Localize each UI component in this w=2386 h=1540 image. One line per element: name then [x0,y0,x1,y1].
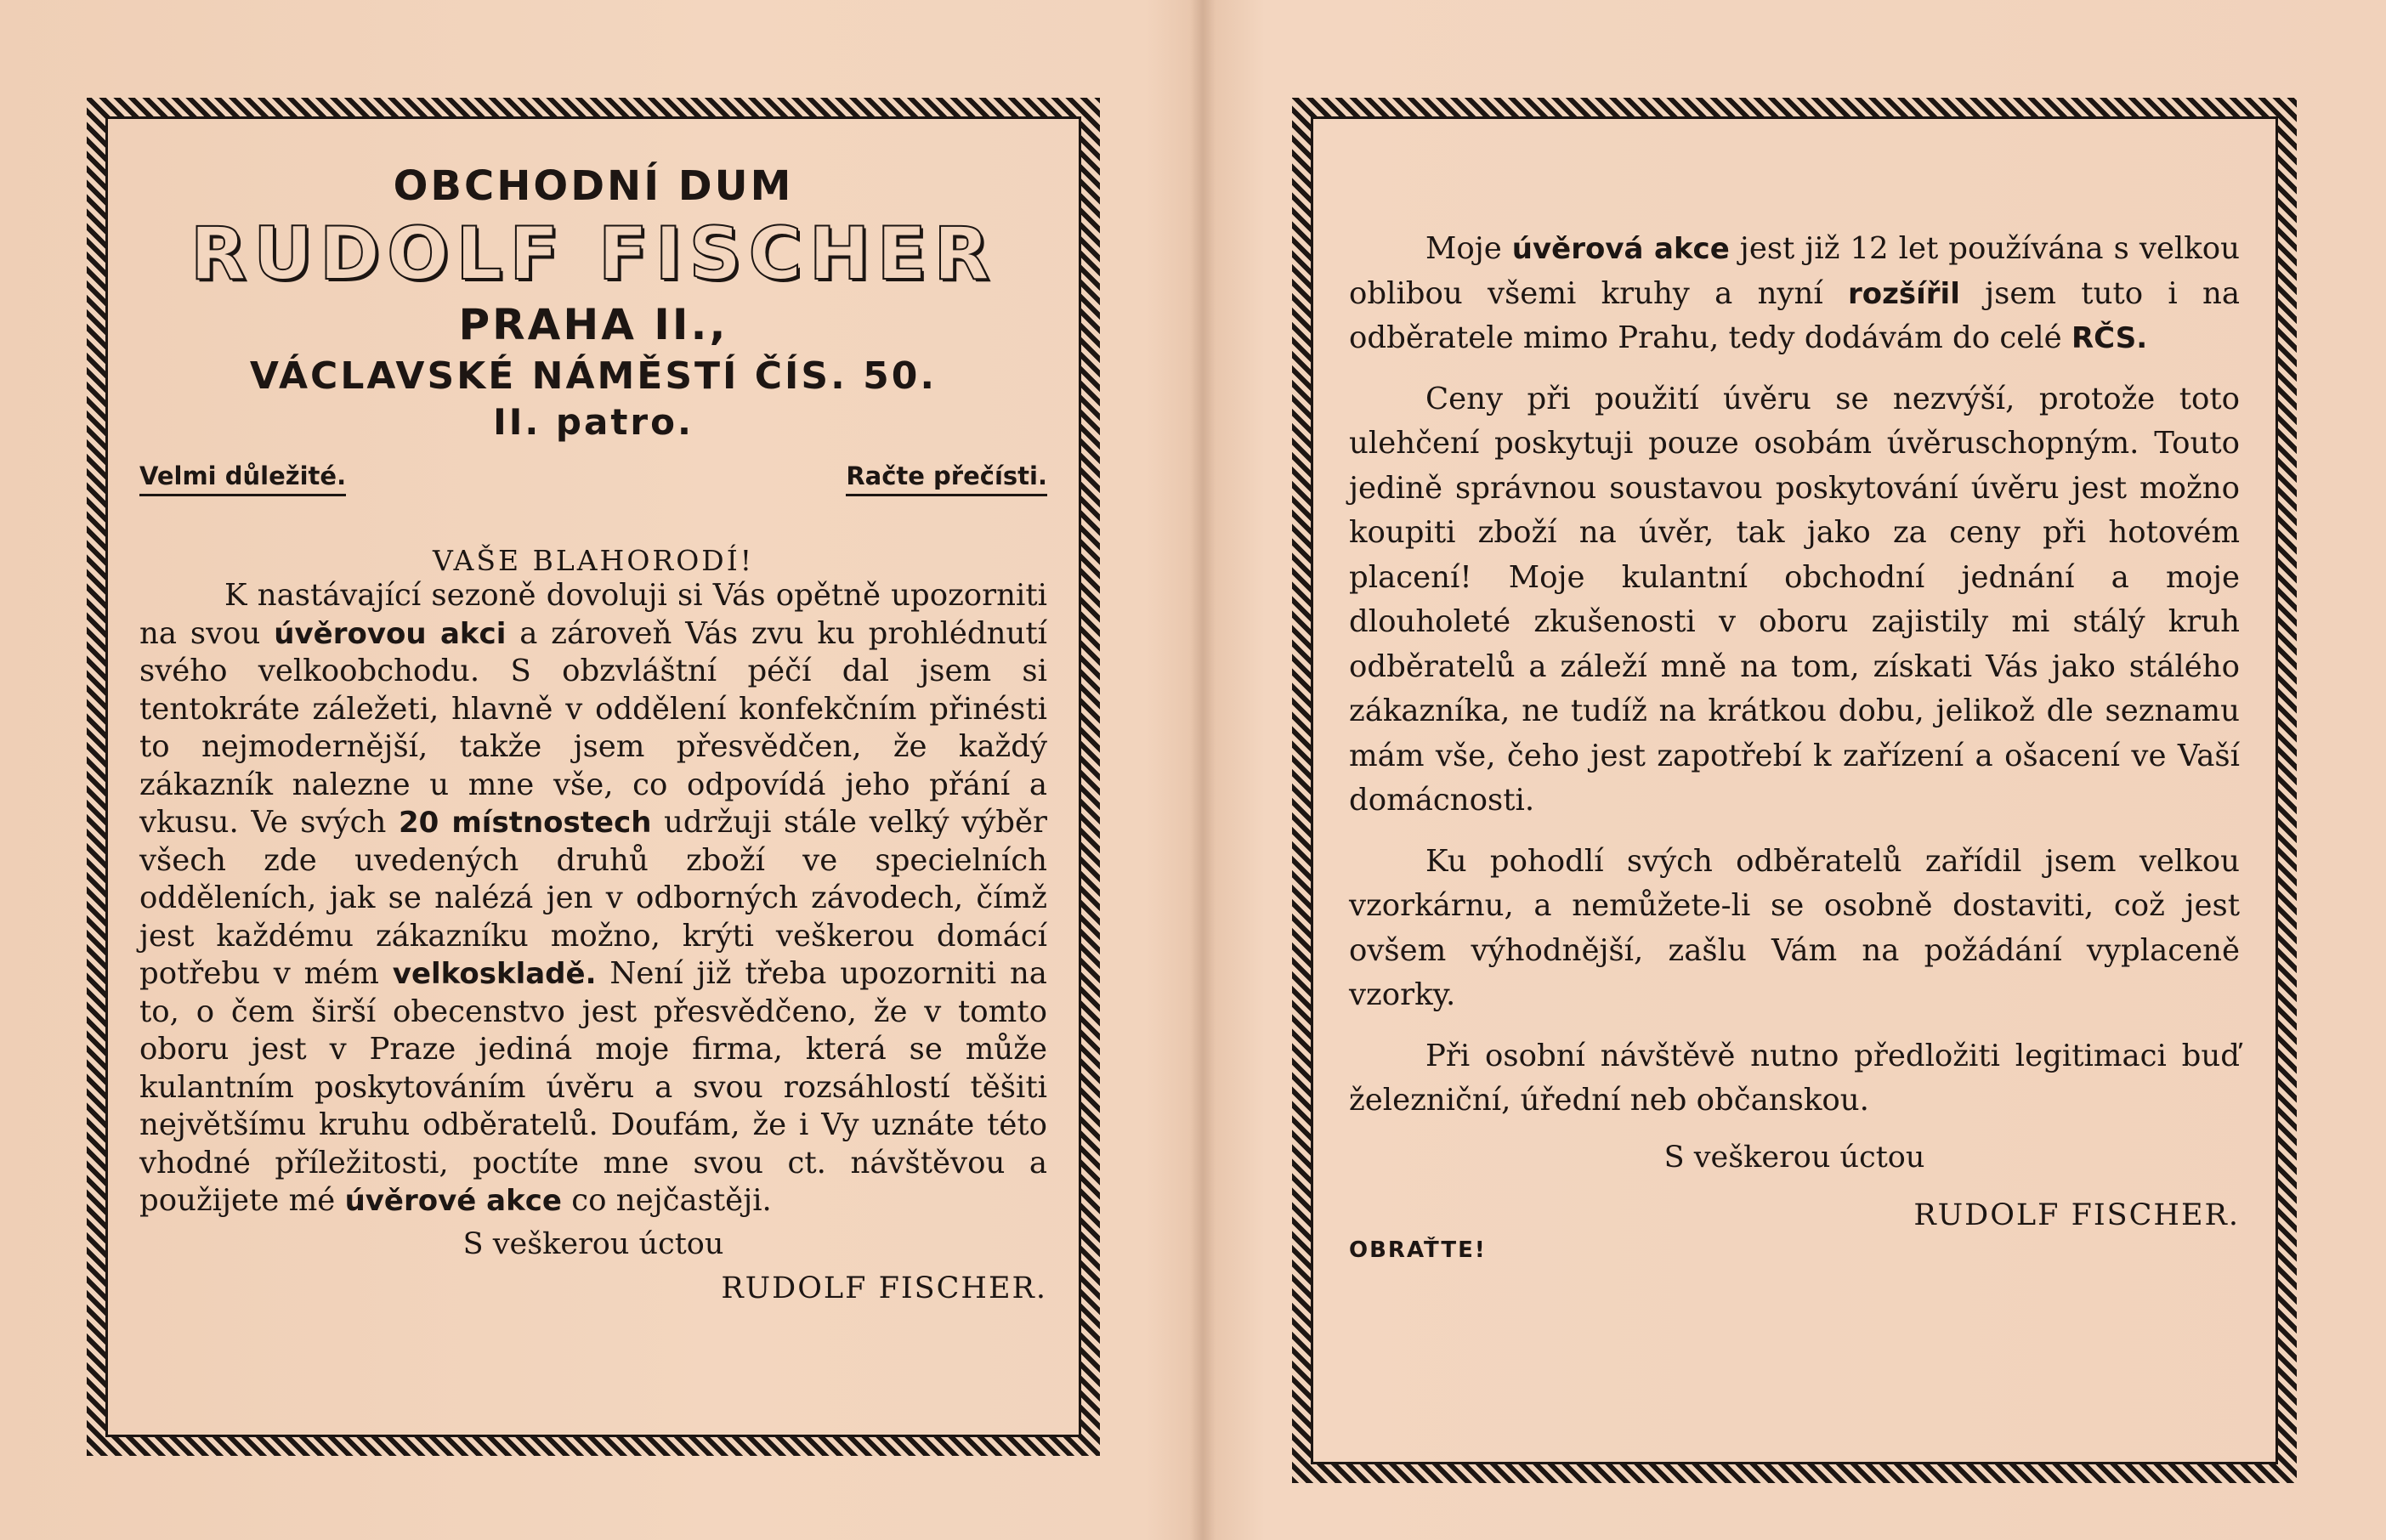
store-name-heading: RUDOLF FISCHER [190,212,997,297]
right-closing: S veškerou úctou [1663,1140,1925,1175]
right-p1-bold-1: úvěrová akce [1511,232,1730,266]
left-body-bold-1: úvěrovou akci [274,616,507,651]
right-p1-bold-3: RČS. [2071,321,2148,355]
right-signature: RUDOLF FISCHER. [1913,1197,2240,1232]
right-p1-bold-2: rozšířil [1847,276,1960,311]
notice-important: Velmi důležité. [139,461,346,496]
right-page-frame [1292,98,2297,1483]
left-signature: RUDOLF FISCHER. [721,1271,1047,1305]
right-paragraph-1 [1349,227,2240,361]
left-body-text-5: co nejčastěji. [561,1183,772,1218]
left-page-content [105,116,1081,1437]
store-type-heading: OBCHODNÍ DUM [393,162,794,210]
left-body-bold-3: velkoskladě. [392,957,597,991]
left-page-frame [87,98,1100,1456]
turn-over-note: OBRAŤTE! [1349,1237,1487,1263]
page-fold [1190,0,1216,1540]
salutation: VAŠE BLAHORODÍ! [432,544,755,577]
right-p1-text-1: Moje [1425,231,1512,266]
right-p1-text-3: jsem tuto i na odběratele mimo Prahu, tedy dodávám do celé [1349,275,2240,355]
left-body-bold-2: 20 místnostech [398,806,652,840]
right-paragraph-3: Ku pohodlí svých odběratelů zařídil jsem velkou vzorkárnu, a nemůžete-li se osobně dostaviti, což jest ovšem výhodnější, zašlu Vám na požádání vyplaceně vzorky. [1349,843,2240,1012]
left-body-bold-4: úvěrové akce [344,1184,562,1218]
city-heading: PRAHA II., [458,300,728,349]
address-heading: VÁCLAVSKÉ NÁMĚSTÍ ČÍS. 50. [249,354,938,398]
right-p1-text-2: jest již 12 let používána s velkou oblibou všemi kruhy a nyní [1349,231,2240,311]
right-paragraph-4: Při osobní návštěvě nutno předložiti legitimaci buď železniční, úřední neb občanskou. [1349,1038,2240,1118]
notice-row [139,461,1047,496]
left-body-paragraph [139,577,1047,1220]
left-body-text-1: K nastávající sezoně dovoluji si Vás opětně upozorniti na svou [139,578,1047,651]
left-body-text-4: Není již třeba upozorniti na to, o čem širší obecenstvo jest přesvědčeno, že v tomto oboru jest v Praze jediná moje firma, která se může kulantním poskytováním úvěru a svou rozsáhlostí těšiti největšímu kruhu odběratelů. Doufám, že i Vy uznáte této vhodné příležitosti, poctíte mne svou ct. návštěvou a použijete mé [139,956,1047,1218]
notice-please-read: Račte přečísti. [846,461,1047,496]
left-closing: S veškerou úctou [462,1226,724,1261]
floor-heading: II. patro. [493,401,694,443]
left-body-text-2: a zároveň Vás zvu ku prohlédnutí svého velkoobchodu. S obzvláštní péčí dal jsem si tentokráte záležeti, hlavně v oddělení konfekčním přinésti to nejmodernější, takže jsem přesvědčen, že každý zákazník nalezne u mne vše, co odpovídá jeho přání a vkusu. Ve svých [139,615,1048,840]
left-body-text-3: udržuji stále velký výběr všech zde uvedených druhů zboží ve specielních odděleních, jak se nalézá jen v odborných závodech, čímž jest každému zákazníku možno, krýti veškerou domácí potřebu v mém [139,805,1047,991]
right-paragraph-2: Ceny při použití úvěru se nezvýší, protože toto ulehčení poskytuji pouze osobám úvěruschopným. Touto jedině správnou soustavou poskytování úvěru jest možno koupiti zboží na úvěr, tak jako za ceny při hotovém placení! Moje kulantní obchodní jednání a moje dlouholeté zkušenosti v oboru zajistily mi stálý kruh odběratelů a záleží mně na tom, získati Vás jako stálého zákazníka, ne tudíž na krátkou dobu, jelikož dle seznamu mám vše, čeho jest zapotřebí k zařízení a ošacení ve Vaší domácnosti. [1349,381,2240,818]
right-page-content [1311,116,2278,1464]
